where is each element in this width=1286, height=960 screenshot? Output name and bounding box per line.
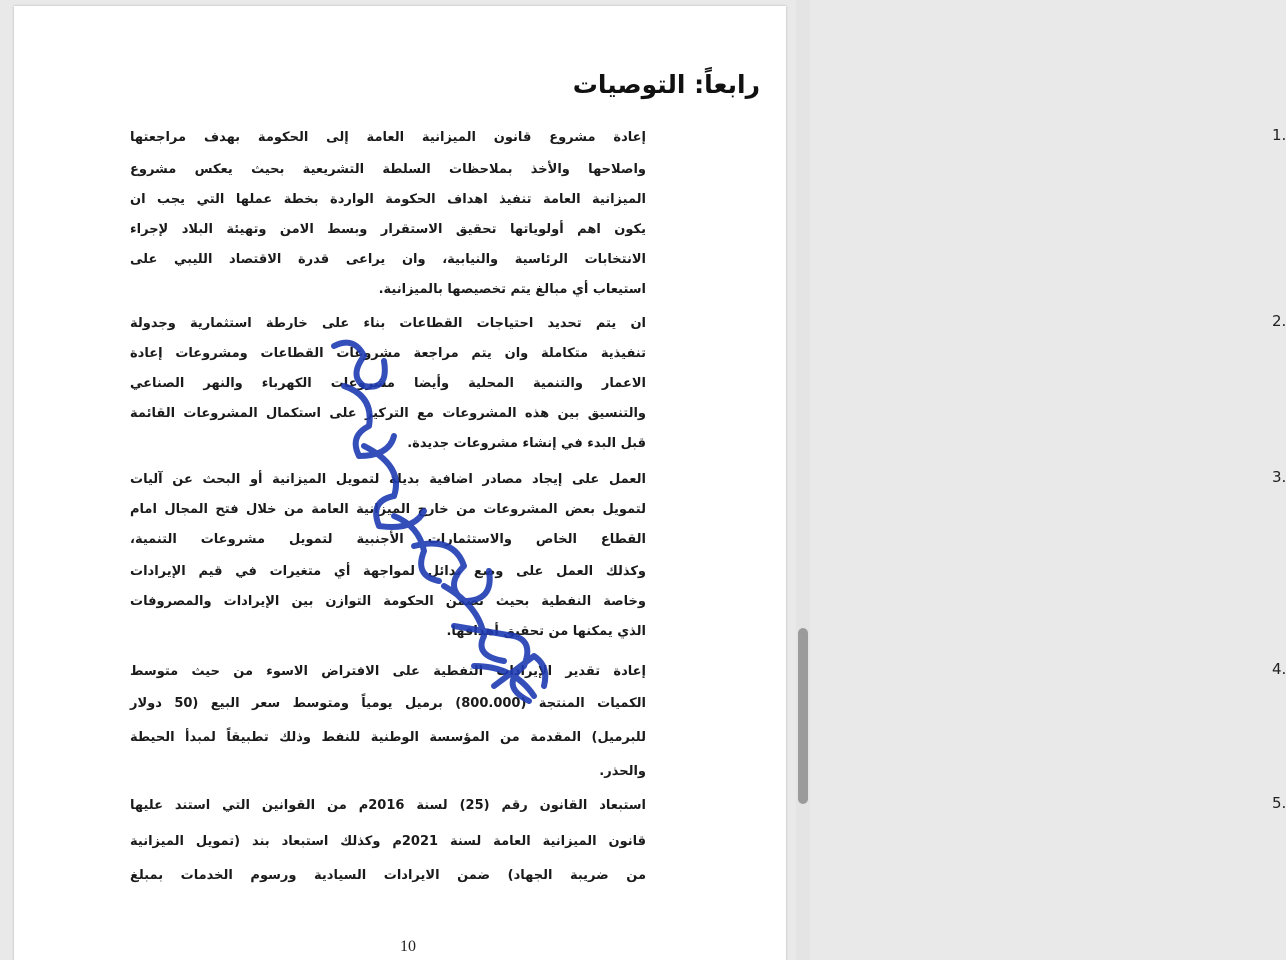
recommendation-line: الكميات المنتجة (800.000) برميل يومياً ومتوسط سعر البيع (50 دولار — [130, 696, 646, 711]
recommendation-line: قانون الميزانية العامة لسنة 2021م وكذلك استبعاد بند (تمويل الميزانية — [130, 834, 647, 849]
recommendation-line: القطاع الخاص والاستثمارات الأجنبية لتمويل مشروعات التنمية، — [130, 532, 646, 547]
recommendation-line: العمل على إيجاد مصادر اضافية بديلة لتمويل الميزانية أو البحث عن آليات — [130, 472, 646, 487]
recommendation-line: تنفيذية متكاملة وان يتم مراجعة مشروعات القطاعات ومشروعات إعادة — [130, 346, 646, 361]
recommendation-line: إعادة مشروع قانون الميزانية العامة إلى الحكومة بهدف مراجعتها — [130, 130, 646, 145]
recommendation-line: الذي يمكنها من تحقيق أهدافها. — [446, 624, 646, 639]
recommendation-line: إعادة تقدير الإيرادات النفطية على الافتراض الاسوء من حيث متوسط — [130, 664, 646, 679]
recommendation-line: وكذلك العمل على وضع بدائل لمواجهة أي متغيرات في قيم الإيرادات — [130, 564, 646, 579]
document-page: رابعاً: التوصيات 1. إعادة مشروع قانون الميزانية العامة إلى الحكومة بهدف مراجعتها واصلاحها والأخذ بملاحظات السلطة التشريعية بحيث يعكس مشروع الميزانية العامة تنفيذ اهداف الحكومة الواردة بخطة عملها التي يجب ان يكون اهم أولوياتها تحقيق الاستقرار وبسط الامن وتهيئة البلاد لإجراء الانتخابات الرئاسية والنيابية، وان يراعى قدرة الاقتصاد الليبي على استيعاب أي مبالغ يتم تخصيصها بالميزانية. 2. ان يتم تحديد احتياجات القطاعات بناء على خارطة استثمارية وجدولة تنفيذية متكاملة وان يتم مراجعة مشروعات القطاعات ومشروعات إعادة الاعمار والتنمية المحلية وأيضا مشروعات الكهرباء والنهر الصناعي والتنسيق بين هذه المشروعات مع التركيز على استكمال المشروعات القائمة قبل البدء في إنشاء مشروعات جديدة. 3. العمل على إيجاد مصادر اضافية بديلة لتمويل الميزانية أو البحث عن آليات لتمويل بعض المشروعات من خارج الميزانية العامة من خلال فتح المجال امام القطاع الخاص والاستثمارات الأجنبية لتمويل مشروعات التنمية، وكذلك العمل على وضع بدائل لمواجهة أي متغيرات في قيم الإيرادات وخاصة النفطية بحيث تضمن الحكومة التوازن بين الإيرادات والمصروفات الذي يمكنها من تحقيق أهدافها. 4. إعادة تقدير الإيرادات النفطية على الافتراض الاسوء من حيث متوسط الكميات المنتجة (800.000) برميل يومياً ومتوسط سعر البيع (50 دولار للبرميل) المقدمة من المؤسسة الوطنية للنفط وذلك تطبيقاً لمبدأ الحيطة والحذر. 5. استبعاد القانون رقم (25) لسنة 2016م من القوانين التي استند عليها قانون الميزانية العامة لسنة 2021م وكذلك استبعاد بند (تمويل الميزانية من ضريبة الجهاد) ضمن الايرادات السيادية ورسوم الخدمات بمبلغ 10 — [14, 6, 786, 960]
recommendation-line: والتنسيق بين هذه المشروعات مع التركيز على استكمال المشروعات القائمة — [130, 406, 646, 421]
recommendation-line: الانتخابات الرئاسية والنيابية، وان يراعى قدرة الاقتصاد الليبي على — [130, 252, 646, 267]
section-heading: رابعاً: التوصيات — [572, 70, 760, 99]
recommendation-line: وخاصة النفطية بحيث تضمن الحكومة التوازن بين الإيرادات والمصروفات — [130, 594, 646, 609]
recommendation-line: لتمويل بعض المشروعات من خارج الميزانية العامة من خلال فتح المجال امام — [130, 502, 646, 517]
recommendation-line: الاعمار والتنمية المحلية وأيضا مشروعات الكهرباء والنهر الصناعي — [130, 376, 646, 391]
recommendation-line: ان يتم تحديد احتياجات القطاعات بناء على خارطة استثمارية وجدولة — [130, 316, 646, 331]
recommendation-line: قبل البدء في إنشاء مشروعات جديدة. — [407, 436, 646, 451]
recommendation-line: من ضريبة الجهاد) ضمن الايرادات السيادية ورسوم الخدمات بمبلغ — [130, 868, 646, 883]
page-number: 10 — [400, 938, 416, 955]
recommendation-line: الميزانية العامة تنفيذ اهداف الحكومة الواردة بخطة عملها التي يجب ان — [130, 192, 646, 207]
scrollbar-thumb[interactable] — [798, 628, 808, 804]
recommendation-line: والحذر. — [599, 764, 646, 779]
recommendation-line: استيعاب أي مبالغ يتم تخصيصها بالميزانية. — [378, 282, 646, 297]
recommendation-line: استبعاد القانون رقم (25) لسنة 2016م من القوانين التي استند عليها — [130, 798, 646, 813]
recommendation-line: يكون اهم أولوياتها تحقيق الاستقرار وبسط الامن وتهيئة البلاد لإجراء — [130, 222, 646, 237]
recommendation-line: للبرميل) المقدمة من المؤسسة الوطنية للنفط وذلك تطبيقاً لمبدأ الحيطة — [130, 730, 646, 745]
recommendation-line: واصلاحها والأخذ بملاحظات السلطة التشريعية بحيث يعكس مشروع — [130, 162, 646, 177]
scrollbar-track[interactable] — [796, 0, 810, 960]
